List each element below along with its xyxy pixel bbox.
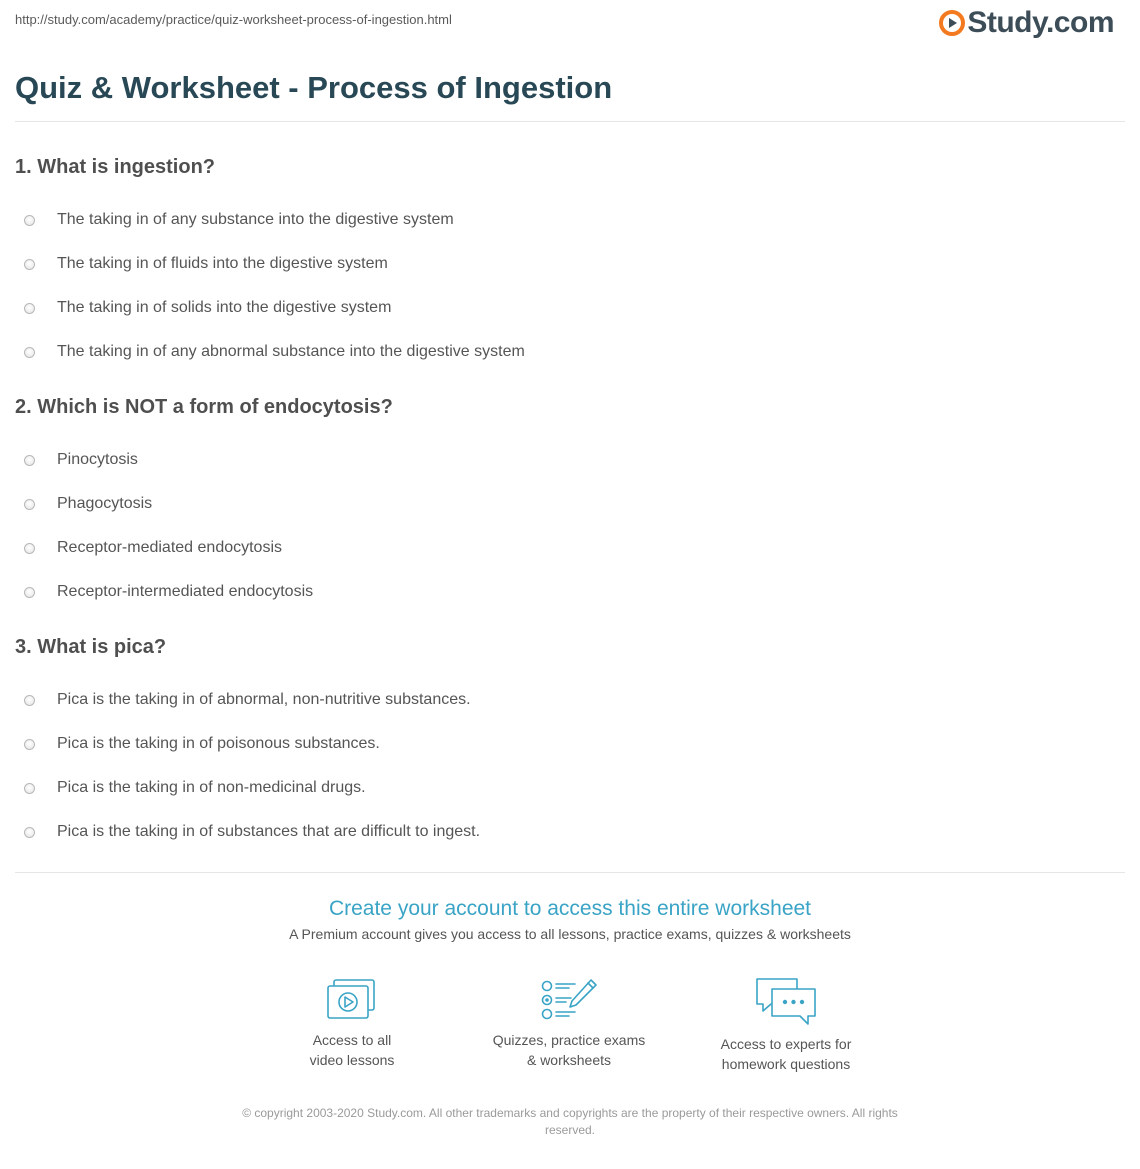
- cta-link[interactable]: Create your account to access this entire worksheet: [328, 897, 812, 920]
- answer-option[interactable]: [15, 286, 1115, 330]
- video-lessons-icon: [325, 976, 379, 1024]
- study-logo[interactable]: [939, 6, 1114, 40]
- copyright-footer: [210, 1105, 930, 1139]
- answer-option[interactable]: [15, 526, 1115, 570]
- page-url: http://study.com/academy/practice/quiz-worksheet-process-of-ingestion.html: [15, 12, 452, 27]
- answer-label: Receptor-intermediated endocytosis: [57, 583, 314, 600]
- answer-label: Receptor-mediated endocytosis: [57, 539, 283, 556]
- feature-label-line: Quizzes, practice exams: [492, 1032, 646, 1048]
- question-title: 1. What is ingestion?: [15, 156, 216, 178]
- answer-options: [15, 678, 1115, 854]
- feature-quizzes: [469, 976, 669, 1070]
- question-3: [15, 635, 1115, 854]
- answer-option[interactable]: [15, 242, 1115, 286]
- radio-button[interactable]: [24, 739, 35, 750]
- signup-cta: [0, 896, 1140, 942]
- page-title: Quiz & Worksheet - Process of Ingestion: [15, 70, 613, 105]
- answer-option[interactable]: [15, 198, 1115, 242]
- answer-label: The taking in of fluids into the digestive system: [57, 255, 388, 272]
- question-2: [15, 395, 1115, 614]
- answer-option[interactable]: [15, 766, 1115, 810]
- answer-option[interactable]: [15, 722, 1115, 766]
- answer-label: Pica is the taking in of non-medicinal drugs.: [57, 779, 366, 796]
- answer-label: The taking in of any abnormal substance into the digestive system: [57, 343, 525, 360]
- feature-label-line: Access to all: [312, 1032, 392, 1048]
- radio-button[interactable]: [24, 827, 35, 838]
- radio-button[interactable]: [24, 695, 35, 706]
- answer-label: Pica is the taking in of substances that are difficult to ingest.: [57, 823, 481, 840]
- study-logo-play-icon: [939, 10, 965, 36]
- feature-label-line: Access to experts for: [720, 1036, 852, 1052]
- copyright-line: reserved.: [544, 1123, 596, 1137]
- answer-option[interactable]: [15, 330, 1115, 374]
- question-1: [15, 155, 1115, 374]
- answer-option[interactable]: [15, 570, 1115, 614]
- answer-label: The taking in of solids into the digestive system: [57, 299, 392, 316]
- radio-button[interactable]: [24, 543, 35, 554]
- question-title: 3. What is pica?: [15, 636, 167, 658]
- radio-button[interactable]: [24, 303, 35, 314]
- radio-button[interactable]: [24, 347, 35, 358]
- answer-label: Phagocytosis: [57, 495, 153, 512]
- radio-button[interactable]: [24, 215, 35, 226]
- answer-option[interactable]: [15, 482, 1115, 526]
- question-title: 2. Which is NOT a form of endocytosis?: [15, 396, 393, 418]
- radio-button[interactable]: [24, 455, 35, 466]
- answer-options: [15, 198, 1115, 374]
- answer-options: [15, 438, 1115, 614]
- divider: [15, 872, 1125, 873]
- answer-label: Pinocytosis: [57, 451, 138, 468]
- answer-label: Pica is the taking in of poisonous substances.: [57, 735, 380, 752]
- feature-label-line: & worksheets: [526, 1052, 612, 1068]
- quiz-checklist-icon: [539, 976, 599, 1024]
- feature-label-line: video lessons: [309, 1052, 395, 1068]
- feature-label-line: homework questions: [721, 1056, 851, 1072]
- logo-text: Study.com: [967, 6, 1114, 39]
- radio-button[interactable]: [24, 499, 35, 510]
- radio-button[interactable]: [24, 587, 35, 598]
- radio-button[interactable]: [24, 783, 35, 794]
- answer-option[interactable]: [15, 810, 1115, 854]
- answer-label: The taking in of any substance into the digestive system: [57, 211, 454, 228]
- cta-subtitle: A Premium account gives you access to all lessons, practice exams, quizzes & worksheets: [289, 926, 851, 942]
- answer-option[interactable]: [15, 438, 1115, 482]
- chat-bubbles-icon: [754, 976, 818, 1028]
- feature-label: [469, 1030, 669, 1070]
- divider: [15, 121, 1125, 122]
- feature-label: [686, 1034, 886, 1074]
- feature-label: [252, 1030, 452, 1070]
- copyright-line: © copyright 2003-2020 Study.com. All other trademarks and copyrights are the property of their respective owners. All rights: [242, 1106, 898, 1120]
- answer-label: Pica is the taking in of abnormal, non-nutritive substances.: [57, 691, 471, 708]
- radio-button[interactable]: [24, 259, 35, 270]
- feature-video-lessons: [252, 976, 452, 1070]
- feature-experts: [686, 976, 886, 1074]
- answer-option[interactable]: [15, 678, 1115, 722]
